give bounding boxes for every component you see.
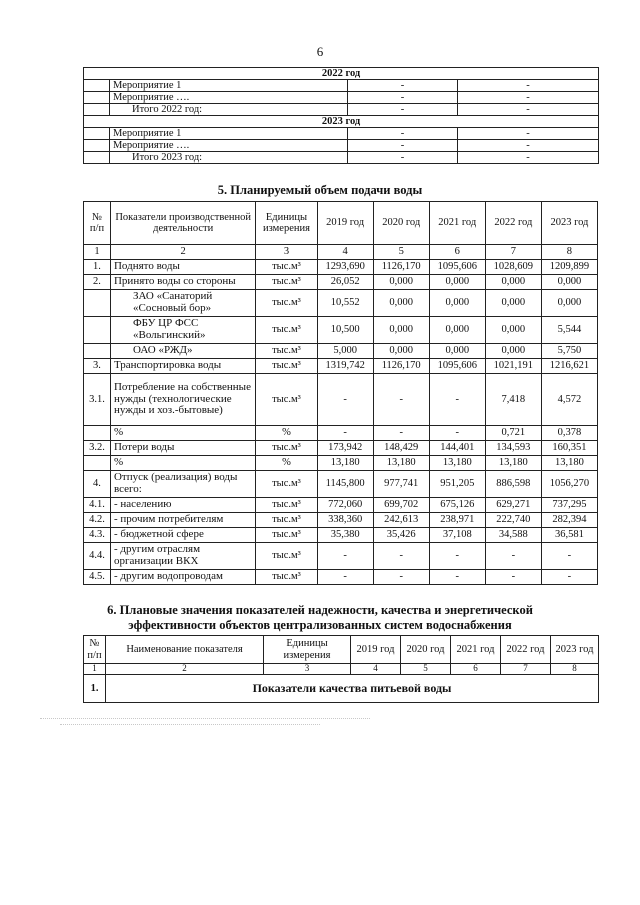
s5-row-value: 977,741 (373, 471, 429, 498)
s5-row-num (84, 317, 111, 344)
s5-row-value: 144,401 (429, 441, 485, 456)
s5-row-value: 5,750 (541, 344, 597, 359)
events-value: - (348, 92, 458, 104)
events-name: Мероприятие 1 (110, 128, 348, 140)
events-row (84, 140, 599, 152)
s5-row-name: - другим отраслям организации ВКХ (110, 543, 255, 570)
table-row (84, 317, 598, 344)
s5-row-value: 242,613 (373, 513, 429, 528)
s6-header-num: № п/п (84, 636, 106, 664)
s5-row-value: 1209,899 (541, 260, 597, 275)
events-row (84, 152, 599, 164)
events-value: - (348, 104, 458, 116)
s5-row-value: - (373, 426, 429, 441)
s5-row-value: 222,740 (485, 513, 541, 528)
s6-header-name: Наименование показателя (106, 636, 264, 664)
s6-header-year: 2020 год (401, 636, 451, 664)
s5-col-number: 6 (429, 245, 485, 260)
s5-row-unit: тыс.м³ (256, 317, 317, 344)
table-row (84, 426, 598, 441)
s5-row-value: 0,000 (429, 290, 485, 317)
s5-header-year: 2020 год (373, 202, 429, 245)
s6-col-number: 1 (84, 664, 106, 675)
s5-row-value: 1319,742 (317, 359, 373, 374)
s5-row-value: - (429, 374, 485, 426)
s5-row-value: 160,351 (541, 441, 597, 456)
s5-row-name: - бюджетной сфере (110, 528, 255, 543)
s5-row-value: 13,180 (373, 456, 429, 471)
s5-row-unit: тыс.м³ (256, 528, 317, 543)
s5-row-value: 4,572 (541, 374, 597, 426)
s5-row-value: - (373, 374, 429, 426)
table-row (84, 275, 598, 290)
s5-row-name: Принято воды со стороны (110, 275, 255, 290)
s5-row-value: 1126,170 (373, 359, 429, 374)
table-row (84, 543, 598, 570)
s5-row-value: 35,380 (317, 528, 373, 543)
s6-col-number: 2 (106, 664, 264, 675)
s5-row-num (84, 344, 111, 359)
scan-noise (40, 718, 370, 719)
s5-col-number: 3 (256, 245, 317, 260)
events-row (84, 128, 599, 140)
events-num-cell (84, 140, 110, 152)
s5-row-value: 951,205 (429, 471, 485, 498)
events-value: - (458, 80, 599, 92)
s6-header-year: 2021 год (451, 636, 501, 664)
s5-row-value: 0,000 (429, 275, 485, 290)
s5-row-value: - (317, 570, 373, 585)
s5-row-value: - (541, 570, 597, 585)
s5-row-value: 134,593 (485, 441, 541, 456)
s5-row-value: 1145,800 (317, 471, 373, 498)
s5-header-year: 2022 год (485, 202, 541, 245)
s5-row-value: - (373, 543, 429, 570)
s6-header-year: 2023 год (551, 636, 599, 664)
s5-header-year: 2021 год (429, 202, 485, 245)
s5-row-value: 1028,609 (485, 260, 541, 275)
s6-header-year: 2019 год (351, 636, 401, 664)
events-value: - (348, 152, 458, 164)
table-row (84, 570, 598, 585)
s5-row-unit: тыс.м³ (256, 260, 317, 275)
s5-row-name: Отпуск (реализация) воды всего: (110, 471, 255, 498)
s5-row-value: 0,000 (429, 344, 485, 359)
table-row (84, 528, 598, 543)
s5-row-num (84, 456, 111, 471)
s5-row-value: 0,000 (373, 290, 429, 317)
s5-row-num: 4.3. (84, 528, 111, 543)
table-row (84, 513, 598, 528)
s5-row-value: 34,588 (485, 528, 541, 543)
s5-row-num (84, 290, 111, 317)
s5-row-num: 4.4. (84, 543, 111, 570)
s6-subsection-num: 1. (84, 675, 106, 703)
s5-row-name: Поднято воды (110, 260, 255, 275)
s5-col-number: 4 (317, 245, 373, 260)
s5-row-value: 0,378 (541, 426, 597, 441)
s5-row-num: 3. (84, 359, 111, 374)
s5-row-value: - (429, 543, 485, 570)
s5-row-unit: тыс.м³ (256, 498, 317, 513)
s5-row-value: 35,426 (373, 528, 429, 543)
s5-row-value: - (485, 543, 541, 570)
s5-row-value: - (485, 570, 541, 585)
events-num-cell (84, 80, 110, 92)
s5-row-value: - (317, 543, 373, 570)
s5-row-value: 629,271 (485, 498, 541, 513)
s5-row-num: 4.5. (84, 570, 111, 585)
s5-row-value: 737,295 (541, 498, 597, 513)
s5-row-value: 26,052 (317, 275, 373, 290)
table-row (84, 471, 598, 498)
events-row (84, 104, 599, 116)
s5-row-value: 0,000 (373, 317, 429, 344)
s5-row-value: 5,000 (317, 344, 373, 359)
s5-header-indicator: Показатели производственной деятельности (110, 202, 255, 245)
s5-header-year: 2019 год (317, 202, 373, 245)
s5-row-unit: тыс.м³ (256, 471, 317, 498)
events-year-label: 2023 год (84, 116, 599, 128)
s6-col-number: 6 (451, 664, 501, 675)
s5-header-year: 2023 год (541, 202, 597, 245)
s6-col-number: 4 (351, 664, 401, 675)
s5-row-name: ФБУ ЦР ФСС «Вольгинский» (110, 317, 255, 344)
s5-row-value: 148,429 (373, 441, 429, 456)
s5-row-value: 13,180 (541, 456, 597, 471)
s5-row-value: - (429, 426, 485, 441)
s5-row-num: 1. (84, 260, 111, 275)
table-row (84, 344, 598, 359)
s5-row-value: 0,721 (485, 426, 541, 441)
s5-row-name: - другим водопроводам (110, 570, 255, 585)
s5-row-unit: тыс.м³ (256, 513, 317, 528)
s5-row-value: - (317, 374, 373, 426)
s5-row-name: - населению (110, 498, 255, 513)
s5-row-name: Транспортировка воды (110, 359, 255, 374)
s6-header-year: 2022 год (501, 636, 551, 664)
s5-col-number: 7 (485, 245, 541, 260)
section6-title-line2: эффективности объектов централизованных систем водоснабжения (128, 618, 512, 632)
s5-row-unit: % (256, 456, 317, 471)
table-row (84, 456, 598, 471)
s5-row-value: 0,000 (485, 275, 541, 290)
s5-row-value: - (541, 543, 597, 570)
events-value: - (458, 140, 599, 152)
events-name: Итого 2023 год: (110, 152, 348, 164)
events-value: - (458, 104, 599, 116)
s5-row-value: 7,418 (485, 374, 541, 426)
events-table (83, 67, 599, 164)
s5-row-value: 338,360 (317, 513, 373, 528)
s5-row-value: 13,180 (485, 456, 541, 471)
s5-row-value: 0,000 (485, 317, 541, 344)
events-num-cell (84, 152, 110, 164)
s5-row-value: 0,000 (485, 290, 541, 317)
table-row (84, 441, 598, 456)
table-row (84, 290, 598, 317)
s5-row-value: 0,000 (373, 275, 429, 290)
s5-row-unit: тыс.м³ (256, 570, 317, 585)
s5-row-value: 1216,621 (541, 359, 597, 374)
s5-row-value: 282,394 (541, 513, 597, 528)
s5-row-unit: тыс.м³ (256, 543, 317, 570)
s5-col-number: 2 (110, 245, 255, 260)
s5-row-value: 0,000 (541, 290, 597, 317)
events-value: - (348, 80, 458, 92)
s6-col-number: 7 (501, 664, 551, 675)
s5-row-value: 238,971 (429, 513, 485, 528)
s6-col-number: 5 (401, 664, 451, 675)
s5-row-value: 173,942 (317, 441, 373, 456)
s5-row-name: ОАО «РЖД» (110, 344, 255, 359)
events-name: Мероприятие 1 (110, 80, 348, 92)
events-year-label: 2022 год (84, 68, 599, 80)
s5-row-num: 4.1. (84, 498, 111, 513)
s6-col-number: 3 (264, 664, 351, 675)
s5-row-num: 4.2. (84, 513, 111, 528)
s5-row-unit: тыс.м³ (256, 344, 317, 359)
s5-row-value: 1126,170 (373, 260, 429, 275)
events-name: Итого 2022 год: (110, 104, 348, 116)
s5-row-name: % (110, 456, 255, 471)
s5-row-value: 5,544 (541, 317, 597, 344)
events-row (84, 92, 599, 104)
s5-col-number: 5 (373, 245, 429, 260)
s5-row-name: ЗАО «Санаторий «Сосновый бор» (110, 290, 255, 317)
s5-row-value: - (429, 570, 485, 585)
events-value: - (348, 128, 458, 140)
s5-row-unit: тыс.м³ (256, 441, 317, 456)
s5-row-value: 772,060 (317, 498, 373, 513)
s5-row-value: - (317, 426, 373, 441)
s5-header-unit: Единицы измерения (256, 202, 317, 245)
events-value: - (348, 140, 458, 152)
s5-row-value: 0,000 (541, 275, 597, 290)
s5-row-value: 0,000 (373, 344, 429, 359)
s6-col-number: 8 (551, 664, 599, 675)
events-year-row (84, 116, 599, 128)
s5-row-name: - прочим потребителям (110, 513, 255, 528)
reliability-indicators-table (83, 635, 599, 703)
s5-row-value: 1293,690 (317, 260, 373, 275)
s5-row-unit: тыс.м³ (256, 359, 317, 374)
s6-subsection-title: Показатели качества питьевой воды (106, 675, 599, 703)
section5-title: 5. Планируемый объем подачи воды (217, 183, 423, 197)
events-value: - (458, 92, 599, 104)
table-row (84, 374, 598, 426)
table-row (84, 260, 598, 275)
s5-row-name: Потери воды (110, 441, 255, 456)
s5-col-number: 1 (84, 245, 111, 260)
s5-row-unit: тыс.м³ (256, 290, 317, 317)
s5-header-num: № п/п (84, 202, 111, 245)
events-num-cell (84, 104, 110, 116)
s5-row-value: 0,000 (485, 344, 541, 359)
section6-title-line1: 6. Плановые значения показателей надежности, качества и энергетической (107, 603, 533, 617)
events-value: - (458, 128, 599, 140)
s5-row-value: 1021,191 (485, 359, 541, 374)
s5-row-unit: тыс.м³ (256, 275, 317, 290)
s5-row-value: 0,000 (429, 317, 485, 344)
s5-row-num: 2. (84, 275, 111, 290)
events-value: - (458, 152, 599, 164)
s5-row-value: 1095,606 (429, 359, 485, 374)
s5-row-value: 37,108 (429, 528, 485, 543)
s5-row-num (84, 426, 111, 441)
events-name: Мероприятие …. (110, 92, 348, 104)
s5-row-value: 886,598 (485, 471, 541, 498)
s5-row-value: 13,180 (429, 456, 485, 471)
s5-row-name: % (110, 426, 255, 441)
s5-row-value: 1056,270 (541, 471, 597, 498)
s5-row-name: Потребление на собственные нужды (технологические нужды и хоз.-бытовые) (110, 374, 255, 426)
s5-row-value: 13,180 (317, 456, 373, 471)
s5-row-value: 675,126 (429, 498, 485, 513)
s5-row-num: 3.1. (84, 374, 111, 426)
events-year-row (84, 68, 599, 80)
s5-row-unit: % (256, 426, 317, 441)
events-name: Мероприятие …. (110, 140, 348, 152)
s5-row-value: 699,702 (373, 498, 429, 513)
table-row (84, 359, 598, 374)
planned-water-supply-table (83, 201, 598, 585)
s5-row-value: - (373, 570, 429, 585)
scan-noise (60, 724, 320, 725)
s5-row-value: 36,581 (541, 528, 597, 543)
s5-row-value: 10,500 (317, 317, 373, 344)
s5-row-num: 3.2. (84, 441, 111, 456)
page-number: 6 (316, 44, 324, 59)
table-row (84, 498, 598, 513)
s5-row-value: 1095,606 (429, 260, 485, 275)
events-row (84, 80, 599, 92)
s5-row-value: 10,552 (317, 290, 373, 317)
events-num-cell (84, 92, 110, 104)
events-num-cell (84, 128, 110, 140)
s5-row-unit: тыс.м³ (256, 374, 317, 426)
s5-row-num: 4. (84, 471, 111, 498)
s5-col-number: 8 (541, 245, 597, 260)
s6-header-unit: Единицы измерения (264, 636, 351, 664)
